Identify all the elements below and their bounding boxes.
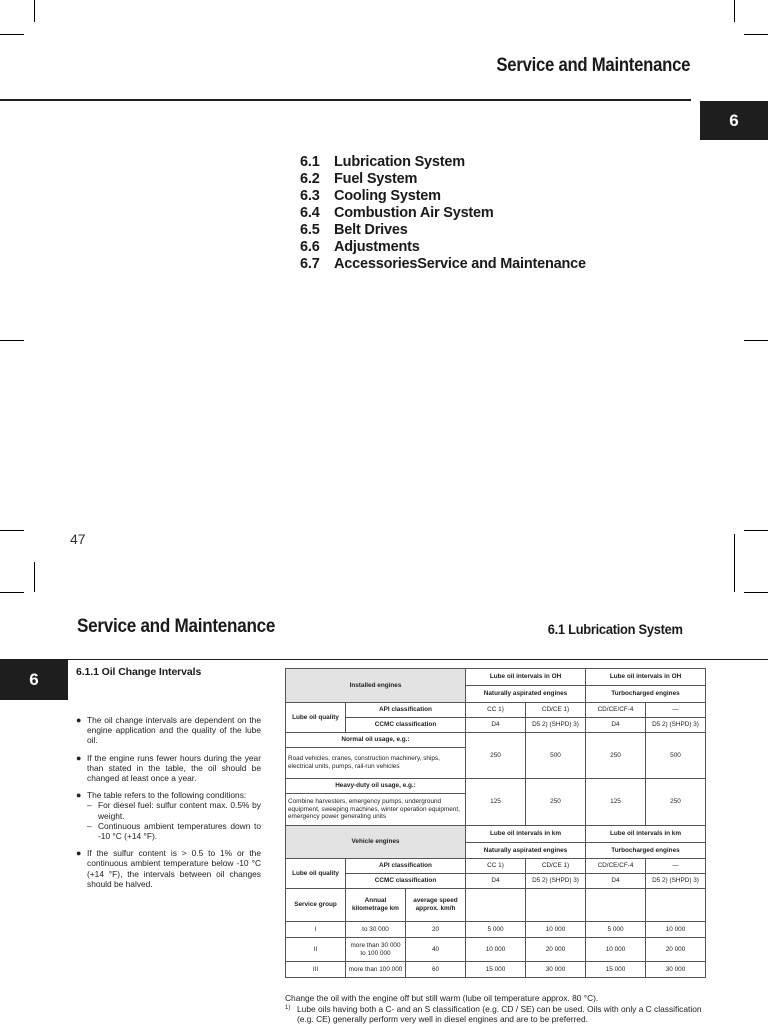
table-cell: 250 — [586, 733, 646, 779]
table-row — [286, 962, 706, 978]
chapter-tab-number: 6 — [729, 110, 739, 130]
table-cell — [526, 889, 586, 922]
bullet-list — [76, 715, 261, 896]
heavy-usage-label: Heavy-duty oil usage, e.g.: — [286, 779, 466, 794]
lube-oil-quality-label: Lube oil quality — [286, 703, 346, 733]
table-cell: 250 — [646, 779, 706, 826]
table-cell: 5 000 — [466, 922, 526, 938]
crop-mark — [0, 34, 24, 35]
table-cell: to 30 000 — [346, 922, 406, 938]
footnote: 1) Lube oils having both a C- and an S classification (e.g. CD / SE) can be used. Oils with only a C classification (e.g. CE) generally perform very well in diesel engines and are to be preferred. — [285, 1003, 702, 1024]
crop-mark — [734, 564, 735, 592]
table-cell — [646, 889, 706, 922]
table-cell: 10 000 — [466, 938, 526, 962]
naturally-aspirated-header: Naturally aspirated engines — [466, 686, 586, 703]
table-cell: more than 100 000 — [346, 962, 406, 978]
table-cell: 15 000 — [466, 962, 526, 978]
list-item: ● The oil change intervals are dependent on the engine application and the quality of the lube oil. — [76, 715, 261, 746]
table-cell: 500 — [526, 733, 586, 779]
service-group-header: Service group — [286, 889, 346, 922]
lube-oh-header: Lube oil intervals in OH — [586, 669, 706, 686]
page-number: 47 — [70, 531, 86, 547]
table-cell: 5 000 — [586, 922, 646, 938]
table-cell: CD/CE/CF-4 — [586, 703, 646, 718]
avg-speed-header: average speed approx. km/h — [406, 889, 466, 922]
page-title: Service and Maintenance — [77, 616, 276, 637]
bullet-icon: ● — [76, 715, 82, 725]
bullet-icon: ● — [76, 752, 82, 763]
table-cell: 500 — [646, 733, 706, 779]
table-cell: more than 30 000 to 100 000 — [346, 938, 406, 962]
page-header-title: Service and Maintenance — [496, 55, 690, 76]
table-cell: 10 000 — [586, 938, 646, 962]
crop-mark — [744, 530, 768, 531]
normal-usage-description: Road vehicles, cranes, construction machinery, ships, electrical units, pumps, rail-run vehicles — [286, 748, 466, 779]
installed-engines-header: Installed engines — [286, 669, 466, 703]
table-cell: II — [286, 938, 346, 962]
table-cell: D5 2) (SHPD) 3) — [526, 874, 586, 889]
naturally-aspirated-header: Naturally aspirated engines — [466, 843, 586, 859]
ccmc-classification-label: CCMC classification — [346, 718, 466, 733]
table-cell: 250 — [466, 733, 526, 779]
ccmc-classification-label: CCMC classification — [346, 874, 466, 889]
table-cell: — — [646, 859, 706, 874]
table-cell: — — [646, 703, 706, 718]
condition-item: – For diesel fuel: sulfur content max. 0.5% by weight. — [87, 800, 261, 821]
table-cell: D5 2) (SHPD) 3) — [646, 718, 706, 733]
toc-item[interactable]: 6.6 Adjustments — [300, 239, 420, 255]
table-cell: CD/CE/CF-4 — [586, 859, 646, 874]
lube-oh-header: Lube oil intervals in OH — [466, 669, 586, 686]
normal-usage-label: Normal oil usage, e.g.: — [286, 733, 466, 748]
lube-km-header: Lube oil intervals in km — [586, 826, 706, 843]
heavy-usage-description: Combine harvesters, emergency pumps, underground equipment, sweeping machines, winter operation equipment, emergency power generating units — [286, 794, 466, 826]
lube-km-header: Lube oil intervals in km — [466, 826, 586, 843]
toc-item[interactable]: 6.4 Combustion Air System — [300, 205, 494, 221]
table-cell: 20 000 — [646, 938, 706, 962]
table-cell: 20 — [406, 922, 466, 938]
table-of-contents — [300, 154, 586, 273]
table-cell: D4 — [466, 718, 526, 733]
crop-mark — [734, 534, 735, 564]
bullet-icon: ● — [76, 790, 82, 801]
table-cell: 60 — [406, 962, 466, 978]
table-cell — [586, 889, 646, 922]
table-cell: D4 — [466, 874, 526, 889]
crop-mark — [0, 592, 24, 593]
section-heading: 6.1.1 Oil Change Intervals — [76, 666, 202, 678]
table-cell: CC 1) — [466, 703, 526, 718]
crop-mark — [744, 34, 768, 35]
crop-mark — [34, 0, 35, 22]
table-cell: CC 1) — [466, 859, 526, 874]
table-row — [286, 922, 706, 938]
table-cell: CD/CE 1) — [526, 859, 586, 874]
chapter-tab-number: 6 — [29, 670, 39, 689]
section-subtitle: 6.1 Lubrication System — [548, 621, 683, 637]
table-cell: CD/CE 1) — [526, 703, 586, 718]
table-cell: D4 — [586, 718, 646, 733]
condition-item: – Continuous ambient temperatures down to -10 °C (+14 °F). — [87, 820, 261, 842]
toc-item[interactable]: 6.1 Lubrication System — [300, 154, 465, 170]
table-cell: 250 — [526, 779, 586, 826]
crop-mark — [34, 562, 35, 592]
crop-mark — [0, 530, 24, 531]
table-cell: 30 000 — [526, 962, 586, 978]
table-cell: D5 2) (SHPD) 3) — [526, 718, 586, 733]
table-cell: III — [286, 962, 346, 978]
table-cell: D5 2) (SHPD) 3) — [646, 874, 706, 889]
header-rule — [0, 99, 691, 101]
toc-item[interactable]: 6.2 Fuel System — [300, 171, 418, 187]
crop-mark — [744, 592, 768, 593]
crop-mark — [0, 340, 24, 341]
table-cell: 10 000 — [646, 922, 706, 938]
lube-oil-quality-label: Lube oil quality — [286, 859, 346, 889]
chapter-tab — [700, 101, 768, 140]
api-classification-label: API classification — [346, 859, 466, 874]
list-item: ● If the sulfur content is > 0.5 to 1% or the continuous ambient temperature below -10 °C (+14 °F), the intervals between oil changes should be halved. — [76, 848, 261, 889]
table-row — [286, 938, 706, 962]
table-cell: 30 000 — [646, 962, 706, 978]
table-cell: 125 — [586, 779, 646, 826]
table-cell: D4 — [586, 874, 646, 889]
vehicle-engines-header: Vehicle engines — [286, 826, 466, 859]
table-cell: 15 000 — [586, 962, 646, 978]
list-item: ● The table refers to the following conditions: – For diesel fuel: sulfur content max. 0.5% by weight. – Continuous ambient temperatures down to -10 °C (+14 °F). — [76, 790, 261, 842]
bullet-icon: ● — [76, 848, 82, 859]
turbocharged-header: Turbocharged engines — [586, 686, 706, 703]
table-cell: 10 000 — [526, 922, 586, 938]
crop-mark — [734, 0, 735, 22]
table-cell: I — [286, 922, 346, 938]
annual-km-header: Annual kilometrage km — [346, 889, 406, 922]
crop-mark — [744, 340, 768, 341]
table-cell: 20 000 — [526, 938, 586, 962]
table-cell: 40 — [406, 938, 466, 962]
toc-item[interactable]: 6.5 Belt Drives — [300, 222, 408, 238]
toc-item[interactable]: 6.7 AccessoriesService and Maintenance — [300, 256, 586, 272]
api-classification-label: API classification — [346, 703, 466, 718]
table-cell — [466, 889, 526, 922]
header-rule — [0, 659, 768, 660]
chapter-tab — [0, 660, 68, 700]
toc-item[interactable]: 6.3 Cooling System — [300, 188, 441, 204]
table-footer — [285, 993, 710, 1025]
turbocharged-header: Turbocharged engines — [586, 843, 706, 859]
oil-change-table — [285, 668, 706, 978]
list-item: ● If the engine runs fewer hours during the year than stated in the table, the oil should be changed at least once a year. — [76, 752, 261, 784]
footer-note: Change the oil with the engine off but still warm (lube oil temperature approx. 80 °C). — [285, 993, 599, 1003]
table-cell: 125 — [466, 779, 526, 826]
